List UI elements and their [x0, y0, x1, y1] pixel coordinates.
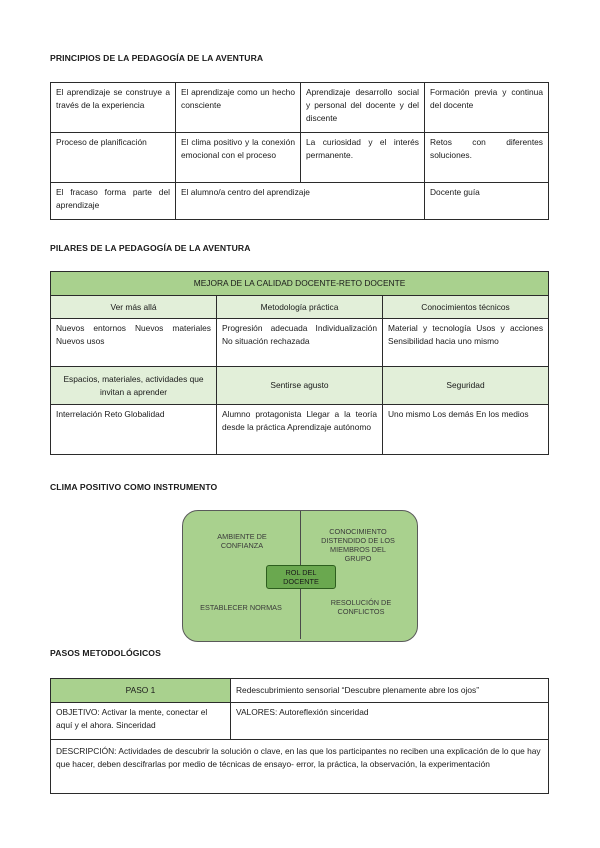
paso-objetivo: OBJETIVO: Activar la mente, conectar el aquí y el ahora. Sinceridad — [51, 703, 231, 740]
paso-valores: VALORES: Autoreflexión sinceridad — [231, 703, 549, 740]
pilar-cell: Progresión adecuada Individualización No situación rechazada — [217, 319, 383, 367]
pilares-table — [50, 271, 549, 455]
table-row — [51, 296, 549, 319]
principios-heading: PRINCIPIOS DE LA PEDAGOGÍA DE LA AVENTURA — [50, 53, 264, 63]
clima-heading: CLIMA POSITIVO COMO INSTRUMENTO — [50, 482, 218, 492]
principios-table — [50, 82, 549, 220]
pilares-title: MEJORA DE LA CALIDAD DOCENTE-RETO DOCENTE — [51, 272, 549, 296]
pilar-header: Espacios, materiales, actividades que invitan a aprender — [51, 367, 217, 405]
pilar-cell: Interrelación Reto Globalidad — [51, 405, 217, 455]
table-row — [51, 319, 549, 367]
pilar-header: Sentirse agusto — [217, 367, 383, 405]
pilar-header: Ver más allá — [51, 296, 217, 319]
principio-cell: Docente guía — [425, 183, 549, 220]
diagram-label-normas: ESTABLECER NORMAS — [200, 603, 282, 612]
pilar-cell: Uno mismo Los demás En los medios — [383, 405, 549, 455]
pilares-heading: PILARES DE LA PEDAGOGÍA DE LA AVENTURA — [50, 243, 251, 253]
pilar-header: Conocimientos técnicos — [383, 296, 549, 319]
principio-cell: La curiosidad y el interés permanente. — [301, 133, 425, 183]
table-row — [51, 272, 549, 296]
diagram-center-rol — [266, 565, 336, 589]
paso-title: Redescubrimiento sensorial “Descubre plenamente abre los ojos” — [231, 679, 549, 703]
table-row — [51, 405, 549, 455]
principio-cell: Proceso de planificación — [51, 133, 176, 183]
table-row — [51, 133, 549, 183]
table-row — [51, 740, 549, 794]
principio-cell: Formación previa y continua del docente — [425, 83, 549, 133]
principio-cell: El alumno/a centro del aprendizaje — [176, 183, 425, 220]
pilar-cell: Alumno protagonista Llegar a la teoría desde la práctica Aprendizaje autónomo — [217, 405, 383, 455]
paso-descripcion: DESCRIPCIÓN: Actividades de descubrir la solución o clave, en las que los participantes no reciben una explicación de lo que hay que hacer, deben descifrarlas por medio de técnicas de ensayo- error, la práctica, la observación, la experimentación — [51, 740, 549, 794]
pilar-cell: Material y tecnología Usos y acciones Sensibilidad hacia uno mismo — [383, 319, 549, 367]
pilar-cell: Nuevos entornos Nuevos materiales Nuevos usos — [51, 319, 217, 367]
table-row — [51, 679, 549, 703]
principio-cell: El clima positivo y la conexión emocional con el proceso — [176, 133, 301, 183]
table-row — [51, 183, 549, 220]
table-row — [51, 367, 549, 405]
diagram-label-conflictos: RESOLUCIÓN DE CONFLICTOS — [330, 598, 392, 616]
diagram-label-conocimiento: CONOCIMIENTO DISTENDIDO DE LOS MIEMBROS DEL GRUPO — [321, 527, 395, 563]
principio-cell: Aprendizaje desarrollo social y personal del docente y del discente — [301, 83, 425, 133]
principio-cell: El aprendizaje se construye a través de la experiencia — [51, 83, 176, 133]
pilar-header: Seguridad — [383, 367, 549, 405]
principio-cell: Retos con diferentes soluciones. — [425, 133, 549, 183]
principio-cell: El aprendizaje como un hecho consciente — [176, 83, 301, 133]
table-row — [51, 703, 549, 740]
diagram-label-confianza: AMBIENTE DE CONFIANZA — [217, 532, 267, 550]
paso-label: PASO 1 — [51, 679, 231, 703]
table-row — [51, 83, 549, 133]
pasos-heading: PASOS METODOLÓGICOS — [50, 648, 161, 658]
rol-label: ROL DEL DOCENTE — [283, 568, 319, 586]
pasos-table — [50, 678, 549, 794]
pilar-header: Metodología práctica — [217, 296, 383, 319]
principio-cell: El fracaso forma parte del aprendizaje — [51, 183, 176, 220]
